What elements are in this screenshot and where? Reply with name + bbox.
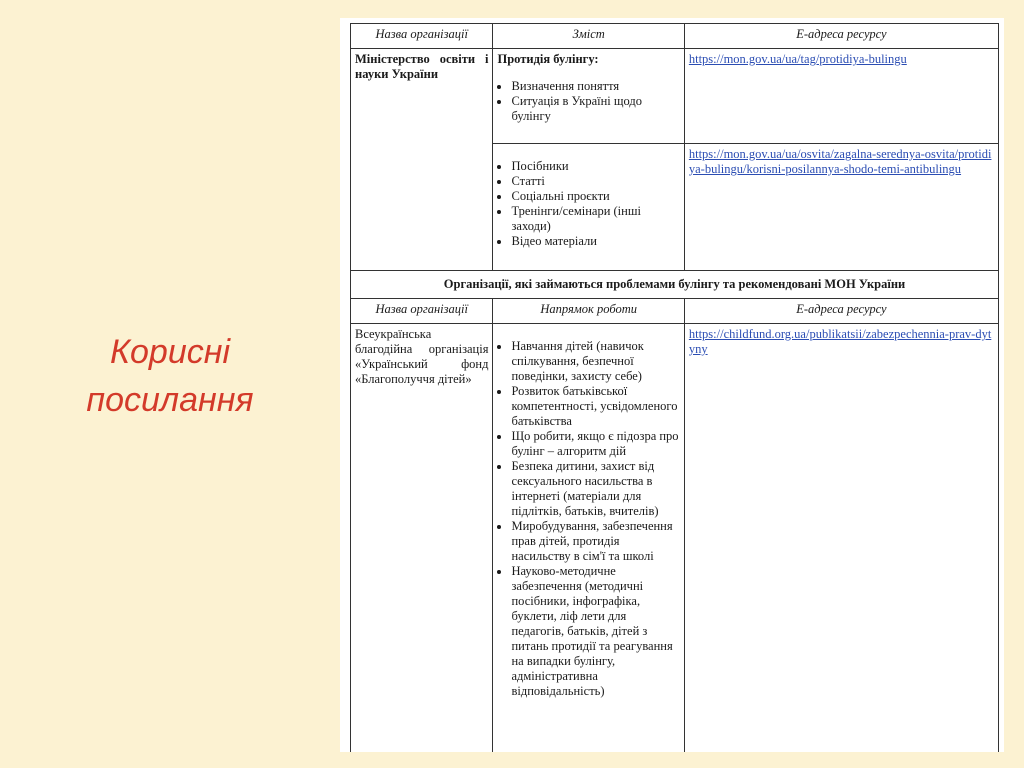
header-content: Зміст — [493, 24, 684, 49]
list-item: • Ситуація в Україні щодо булінгу — [511, 94, 679, 124]
table-row — [351, 324, 999, 753]
resource-link[interactable]: https://mon.gov.ua/ua/osvita/zagalna-serednya-osvita/protidiya-bulingu/korisni-posilannya-shodo-temi-antibulingu — [688, 147, 992, 176]
section-title: Організації, які займаються проблемами булінгу та рекомендовані МОН України — [351, 271, 999, 299]
table-header-row — [351, 24, 999, 49]
resource-link[interactable]: https://mon.gov.ua/ua/tag/protidiya-bulingu — [688, 52, 907, 66]
list-item: • Визначення поняття — [511, 79, 679, 94]
table-header-row — [351, 299, 999, 324]
content-cell — [493, 144, 684, 271]
list-item: • Відео матеріали — [511, 234, 679, 249]
header-link: Е-адреса ресурсу — [684, 24, 998, 49]
content-title: Протидія булінгу: — [497, 52, 599, 66]
resource-link[interactable]: https://childfund.org.ua/publikatsii/zabezpechennia-prav-dytyny — [688, 327, 992, 356]
slide-title-line1: Корисні — [109, 333, 231, 371]
document-image — [340, 18, 1004, 752]
link-cell — [684, 144, 998, 271]
list-item: • Що робити, якщо є підозра про булінг – алгоритм дій — [511, 429, 679, 459]
list-item: • Розвиток батьківської компетентності, усвідомленого батьківства — [511, 384, 679, 429]
org-cell: Всеукраїнська благодійна організація «Український фонд «Благополуччя дітей» — [351, 324, 493, 753]
list-item: • Науково-методичне забезпечення (методичні посібники, інфографіка, буклети, ліф лети для педагогів, батьків, дітей з питань протидії та реагування на випадки булінгу, адміністративна відповідальність) — [511, 564, 679, 699]
list-item: • Навчання дітей (навичок спілкування, безпечної поведінки, захисту себе) — [511, 339, 679, 384]
header-org: Назва організації — [351, 299, 493, 324]
list-item: • Тренінги/семінари (інші заходи) — [511, 204, 679, 234]
link-cell — [684, 324, 998, 753]
list-item: • Посібники — [511, 159, 679, 174]
content-list — [497, 339, 679, 699]
list-item: • Статті — [511, 174, 679, 189]
table-row — [351, 49, 999, 144]
header-org: Назва організації — [351, 24, 493, 49]
content-list — [497, 79, 679, 124]
link-cell — [684, 49, 998, 144]
section-row — [351, 271, 999, 299]
content-cell — [493, 49, 684, 144]
content-list — [497, 159, 679, 249]
list-item: • Безпека дитини, захист від сексуального насильства в інтернеті (матеріали для підлітків, батьків, вчителів) — [511, 459, 679, 519]
slide-title-line2: посилання — [86, 381, 254, 419]
resources-table — [350, 23, 999, 752]
content-cell — [493, 324, 684, 753]
header-direction: Напрямок роботи — [493, 299, 684, 324]
list-item: • Миробудування, забезпечення прав дітей, протидія насильству в сім'ї та школі — [511, 519, 679, 564]
header-link: Е-адреса ресурсу — [684, 299, 998, 324]
list-item: • Соціальні проєкти — [511, 189, 679, 204]
org-cell: Міністерство освіти і науки України — [351, 49, 493, 271]
slide-title — [40, 328, 300, 424]
